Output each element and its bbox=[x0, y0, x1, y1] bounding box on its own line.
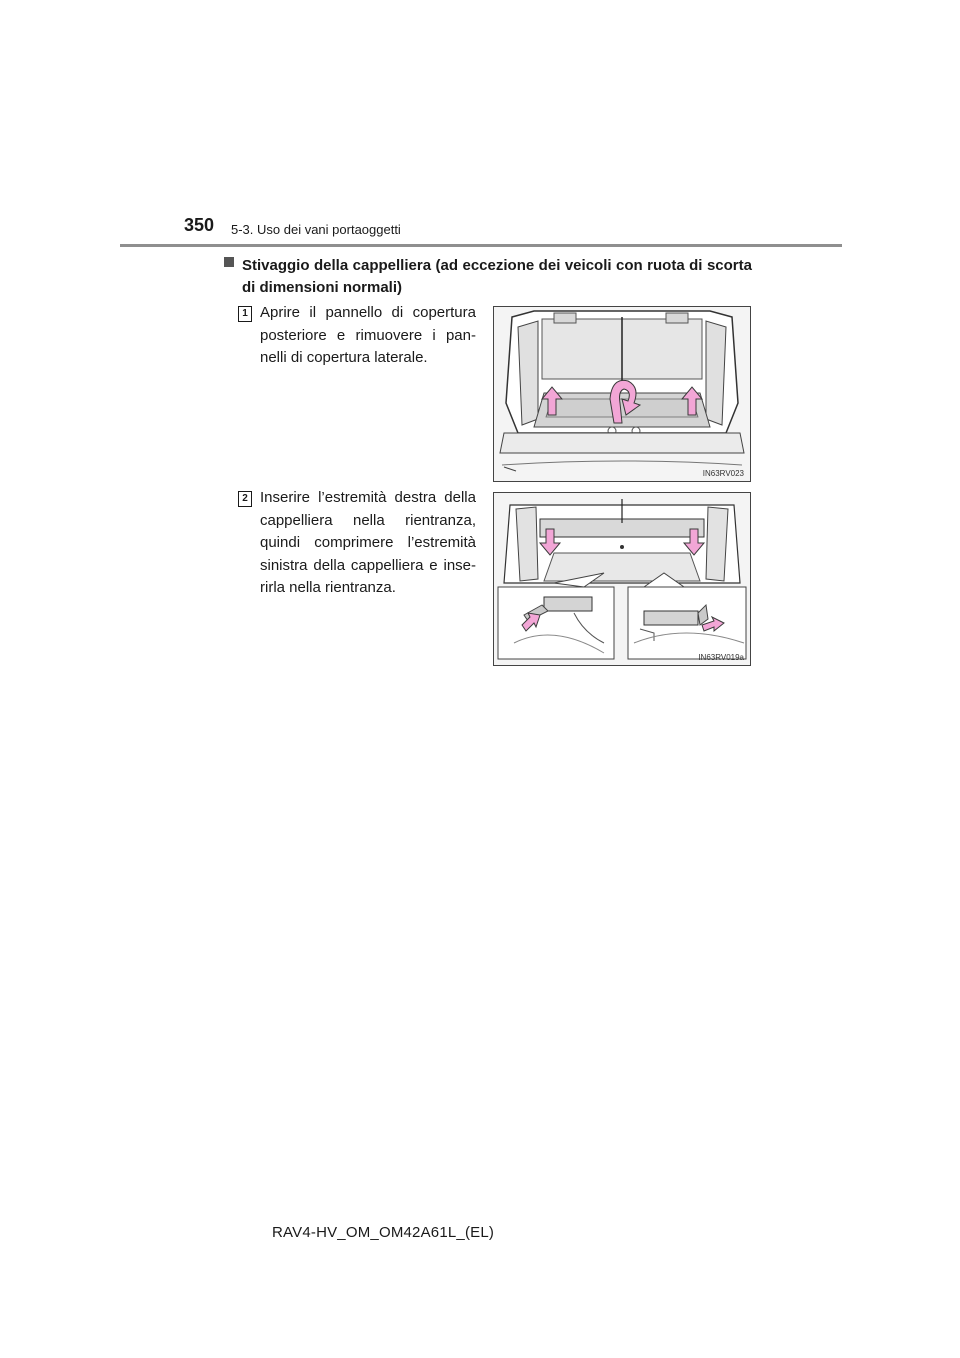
tonneau-install-illustration bbox=[494, 493, 750, 665]
step-2-text: Inserire l’estremità destra della cappelliera nella rientranza, quindi comprimere l’estremità sinistra della cappelliera e inse-rirla nella rientranza. bbox=[260, 489, 476, 596]
section-title: 5-3. Uso dei vani portaoggetti bbox=[231, 222, 401, 237]
step-2-figure bbox=[493, 492, 751, 666]
trunk-open-illustration bbox=[494, 307, 750, 481]
footer-doc-code: RAV4-HV_OM_OM42A61L_(EL) bbox=[272, 1224, 495, 1241]
step-1-figure bbox=[493, 306, 751, 482]
header-rule bbox=[120, 244, 842, 247]
figure-1-code: IN63RV023 bbox=[702, 469, 744, 478]
figure-2-code: IN63RV019a bbox=[698, 653, 744, 662]
heading-text: Stivaggio della cappelliera (ad eccezione dei veicoli con ruota di scorta di dimensioni normali) bbox=[242, 257, 752, 296]
step-1-badge: 1 bbox=[238, 306, 252, 322]
page-number: 350 bbox=[184, 215, 215, 235]
step-1-text: Aprire il pannello di copertura posteriore e rimuovere i pan-nelli di copertura laterale. bbox=[260, 304, 476, 366]
heading-bullet-icon bbox=[224, 257, 234, 267]
step-2-badge: 2 bbox=[238, 491, 252, 507]
section-heading bbox=[224, 255, 752, 299]
